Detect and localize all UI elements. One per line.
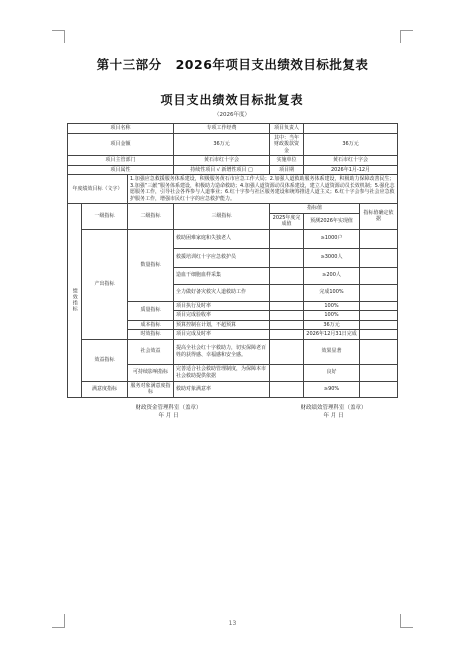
value-supervisor: 黄石市红十字会 — [174, 156, 270, 166]
basis-cell — [360, 301, 398, 311]
value-2026-cell: 100% — [304, 301, 360, 311]
level2-cell: 数量指标 — [128, 229, 174, 301]
level3-cell: 造血干细胞血样采集 — [174, 267, 270, 284]
label-annual-goal: 年度绩效目标（文字） — [68, 175, 128, 204]
part-label: 第十三部分 — [96, 57, 162, 72]
crop-mark — [52, 627, 65, 628]
value-2025-cell — [270, 381, 304, 397]
value-2025-cell — [270, 229, 304, 248]
value-2025-cell — [270, 267, 304, 284]
basis-cell — [360, 311, 398, 321]
value-2025-cell — [270, 339, 304, 364]
signature-right-label: 财政绩效管理科室（盖章） — [300, 404, 367, 411]
heading-title: 2026年项目支出绩效目标批复表 — [175, 57, 369, 72]
basis-cell — [360, 364, 398, 381]
value-project-amount: 36万元 — [174, 133, 270, 156]
value-2025-cell — [270, 301, 304, 311]
table-row — [68, 165, 398, 175]
value-2026-cell: 良好 — [304, 364, 360, 381]
table-row — [68, 133, 398, 156]
page-number: 13 — [228, 620, 237, 627]
value-2025-cell — [270, 248, 304, 267]
level2-cell: 社会效益 — [128, 339, 174, 364]
form-title: 项目支出绩效目标批复表 — [160, 93, 304, 107]
value-implementer: 黄石市红十字会 — [304, 156, 398, 166]
label-project-leader: 项目负责人 — [270, 124, 304, 134]
value-project-leader — [304, 124, 398, 134]
value-2026-cell: 36万元 — [304, 320, 360, 330]
value-2025-cell — [270, 330, 304, 340]
basis-cell — [360, 339, 398, 364]
level3-cell: 救助对象满意率 — [174, 381, 270, 397]
value-2026-cell: 完成100% — [304, 284, 360, 301]
header-level1: 一级指标 — [82, 204, 128, 230]
table-row — [68, 204, 398, 214]
value-2025-cell — [270, 320, 304, 330]
basis-cell — [360, 248, 398, 267]
level2-cell: 成本指标 — [128, 320, 174, 330]
signature-left-date: 年 月 日 — [158, 412, 179, 419]
signature-right-date: 年 月 日 — [323, 412, 344, 419]
signature-right — [270, 397, 398, 449]
table-row — [68, 381, 398, 397]
header-value-2025: 2025年度完成值 — [270, 213, 304, 229]
value-2025-cell — [270, 311, 304, 321]
level3-cell: 项目完成验收率 — [174, 311, 270, 321]
level1-benefit: 效益指标 — [82, 339, 128, 381]
value-project-period: 2026年1月-12月 — [304, 165, 398, 175]
signature-left — [68, 397, 270, 449]
signature-row — [68, 397, 398, 449]
label-project-amount: 项目金额 — [68, 133, 174, 156]
level3-cell: 项目完成及时率 — [174, 330, 270, 340]
table-row — [68, 229, 398, 248]
basis-cell — [360, 381, 398, 397]
level3-cell: 救助困难家庭和失独老人 — [174, 229, 270, 248]
level3-cell: 全力做好备灾救灾人道救助工作 — [174, 284, 270, 301]
label-implementer: 实施单位 — [270, 156, 304, 166]
header-indicator-basis: 指标值确定依据 — [360, 204, 398, 230]
header-level2: 二级指标 — [128, 204, 174, 230]
basis-cell — [360, 229, 398, 248]
level2-cell: 时效指标 — [128, 330, 174, 340]
approval-form — [67, 88, 397, 449]
level3-cell: 提高全社会红十字救助力，切实保障老百姓的获得感、幸福感和安全感。 — [174, 339, 270, 364]
table-row — [68, 339, 398, 364]
level3-cell: 预算控制在计划，不超预算 — [174, 320, 270, 330]
value-project-name: 专项工作经费 — [174, 124, 270, 134]
basis-cell — [360, 330, 398, 340]
value-2026-cell: 效果显著 — [304, 339, 360, 364]
crop-mark — [400, 30, 413, 31]
value-2026-cell: ≥90% — [304, 381, 360, 397]
value-amount-detail: 36万元 — [304, 133, 398, 156]
level2-cell: 质量指标 — [128, 301, 174, 320]
document-heading — [0, 55, 465, 73]
crop-mark — [400, 627, 413, 628]
value-2026-cell: ≥3000人 — [304, 248, 360, 267]
value-project-type: 持续性项目 √ 新增性项目 □ — [174, 165, 270, 175]
level1-output: 产出指标 — [82, 229, 128, 339]
label-project-name: 项目名称 — [68, 124, 174, 134]
crop-mark — [64, 30, 65, 43]
table-row — [68, 175, 398, 204]
form-year-note: （2026年度） — [214, 112, 250, 118]
level2-cell: 可持续影响指标 — [128, 364, 174, 381]
label-project-period: 项目期 — [270, 165, 304, 175]
level3-cell: 救援培训红十字应急救护员 — [174, 248, 270, 267]
value-2025-cell — [270, 284, 304, 301]
label-amount-detail: 其中：当年财政拨款资金 — [270, 133, 304, 156]
label-supervisor: 项目主管部门 — [68, 156, 174, 166]
value-2026-cell: ≥200人 — [304, 267, 360, 284]
value-2026-cell: ≥1000户 — [304, 229, 360, 248]
approval-table — [67, 123, 398, 449]
level2-cell: 服务对象满意度指标 — [128, 381, 174, 397]
header-value-2026: 预测2026年实现值 — [304, 213, 360, 229]
value-2026-cell: 100% — [304, 311, 360, 321]
table-row — [68, 124, 398, 134]
level1-satisfaction: 满意度指标 — [82, 381, 128, 397]
level3-cell: 项目执行及时率 — [174, 301, 270, 311]
value-2026-cell: 2026年12月31日完成 — [304, 330, 360, 340]
performance-indicators-label: 绩效指标 — [68, 204, 82, 398]
table-row — [68, 156, 398, 166]
label-project-type: 项目属性 — [68, 165, 174, 175]
header-level3: 三级指标 — [174, 204, 270, 230]
signature-left-label: 财政资金管理科室（盖章） — [135, 404, 202, 411]
basis-cell — [360, 267, 398, 284]
crop-mark — [400, 30, 401, 43]
value-annual-goal: 1.加强应急救援服务体系建设，积极服务黄石市应急工作大局；2.加强人道救助服务体系建设，积极助力保障改善民生；3.加强“三献”服务体系建设，积极助力造命救助；4.加强人道资源动员体系建设，建立人道资源动员长效机制；5.强化志愿服务工作，引导社会各界参与人道事业；6.红十字参与社区服务建设和统筹推进人道主义；6.红十字会参与社会应急救护服务工作，增强市民红十字的应急救护能力。 — [128, 175, 398, 204]
header-indicator-value: 指标值 — [270, 204, 360, 214]
value-2025-cell — [270, 364, 304, 381]
level3-cell: 完善适合社会救助管理制度，为保障本市社会救助提供依据 — [174, 364, 270, 381]
basis-cell — [360, 320, 398, 330]
basis-cell — [360, 284, 398, 301]
